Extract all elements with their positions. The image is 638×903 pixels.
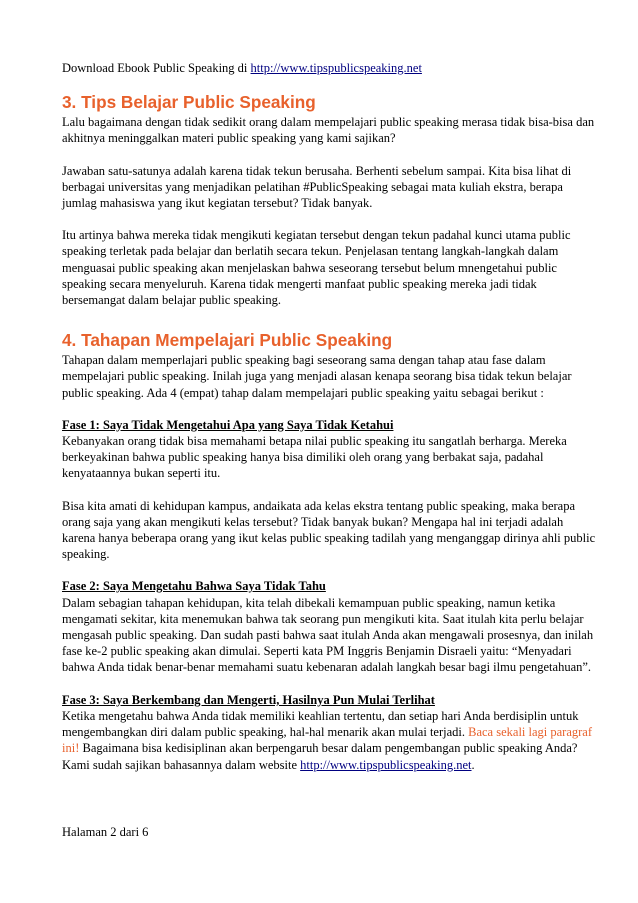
fase-1-paragraph-2: Bisa kita amati di kehidupan kampus, andaikata ada kelas ekstra tentang public speaking, maka berapa orang saja yang akan mengikuti kelas tersebut? Tidak banyak bukan? Mengapa hal ini terjadi adalah karena hanya beberapa orang yang ikut kelas public speaking tadilah yang menganggap dirinya ahli public speaking. [62,498,596,562]
fase-1-title: Fase 1: Saya Tidak Mengetahui Apa yang Saya Tidak Ketahui [62,417,394,432]
section-4-intro: Tahapan dalam memperlajari public speaking bagi seseorang sama dengan tahap atau fase dalam mempelajari public speaking. Inilah juga yang menjadi alasan kenapa seorang bisa tidak tekun belajar public speaking. Ada 4 (empat) tahap dalam mempelajari public speaking yaitu sebagai berikut : [62,353,572,400]
fase-3-highlight: Baca sekali lagi paragraf ini! [62,725,593,756]
download-line [62,60,596,76]
section-3-title: 3. Tips Belajar Public Speaking [62,92,316,113]
page-footer: Halaman 2 dari 6 [62,825,149,839]
download-link[interactable]: http://www.tipspublicspeaking.net [250,61,422,75]
fase-3-text-b: Bagaimana bisa kedisiplinan akan berpengaruh besar dalam pengembangan public speaking Anda? Kami sudah sajikan bahasannya dalam website [62,741,578,772]
fase-1-block [62,417,596,482]
fase-3-title: Fase 3: Saya Berkembang dan Mengerti, Hasilnya Pun Mulai Terlihat [62,692,435,707]
section-4-title: 4. Tahapan Mempelajari Public Speaking [62,330,393,351]
section-3-paragraph-3: Itu artinya bahwa mereka tidak mengikuti kegiatan tersebut dengan tekun padahal kunci utama public speaking terletak pada belajar dan berlatih secara tekun. Penjelasan tentang langkah-langkah dalam menguasai public speaking akan menjelaskan bahwa seseorang tersebut belum mnengetahui public speaking secara menyeluruh. Karena tidak mengerti manfaat public speaking mereka jadi tidak bersemangat dalam belajar public speaking. [62,228,571,308]
page-content [62,60,596,789]
fase-2-title: Fase 2: Saya Mengetahu Bahwa Saya Tidak Tahu [62,579,326,594]
section-3-paragraph-2: Jawaban satu-satunya adalah karena tidak tekun berusaha. Berhenti sebelum sampai. Kita bisa lihat di berbagai universitas yang menjadikan pelatihan #PublicSpeaking sebagai mata kuliah ekstra, berapa jumlag mahasiswa yang ikut kegiatan tersebut? Tidak banyak. [62,163,572,211]
fase-3-text-end: . [471,757,475,772]
fase-3-text-a: Ketika mengetahu bahwa Anda tidak memiliki keahlian tertentu, dan setiap hari Anda berdisiplin untuk mengembangkan diri dalam public speaking, hal-hal menarik akan mulai terjadi. [62,708,579,740]
fase-1-paragraph-1: Kebanyakan orang tidak bisa memahami betapa nilai public speaking itu sangatlah berharga. Mereka berkeyakinan bahwa public speaking hanya bisa dimiliki oleh orang yang berbakat saja, padahal kenyataannya bukan seperti itu. [62,434,567,481]
fase-2-paragraph-1: Dalam sebagian tahapan kehidupan, kita telah dibekali kemampuan public speaking, namun ketika mengamati sekitar, kita menemukan bahwa tak seorang pun mengikuti kita. Saat itulah kita perlu belajar mengasah public speaking. Dan sudah pasti bahwa saat itulah Anda akan mengawali prosesnya, dan inilah fase ke-2 public speaking akan dimulai. Seperti kata PM Inggris Benjamin Disraeli yaitu: “Menyadari bahwa Anda tidak benar-benar memahami suatu kebenaran adalah langkah besar bagi ilmu pengetahuan”. [62,595,594,675]
section-3-paragraph-1: Lalu bagaimana dengan tidak sedikit orang dalam mempelajari public speaking merasa tidak bisa-bisa dan akhitnya meninggalkan materi public speaking yang kami sajikan? [62,115,595,146]
fase-2-block [62,578,596,675]
fase-3-website-link[interactable]: http://www.tipspublicspeaking.net [300,757,472,772]
fase-3-block [62,692,596,773]
download-text: Download Ebook Public Speaking di [62,61,251,75]
